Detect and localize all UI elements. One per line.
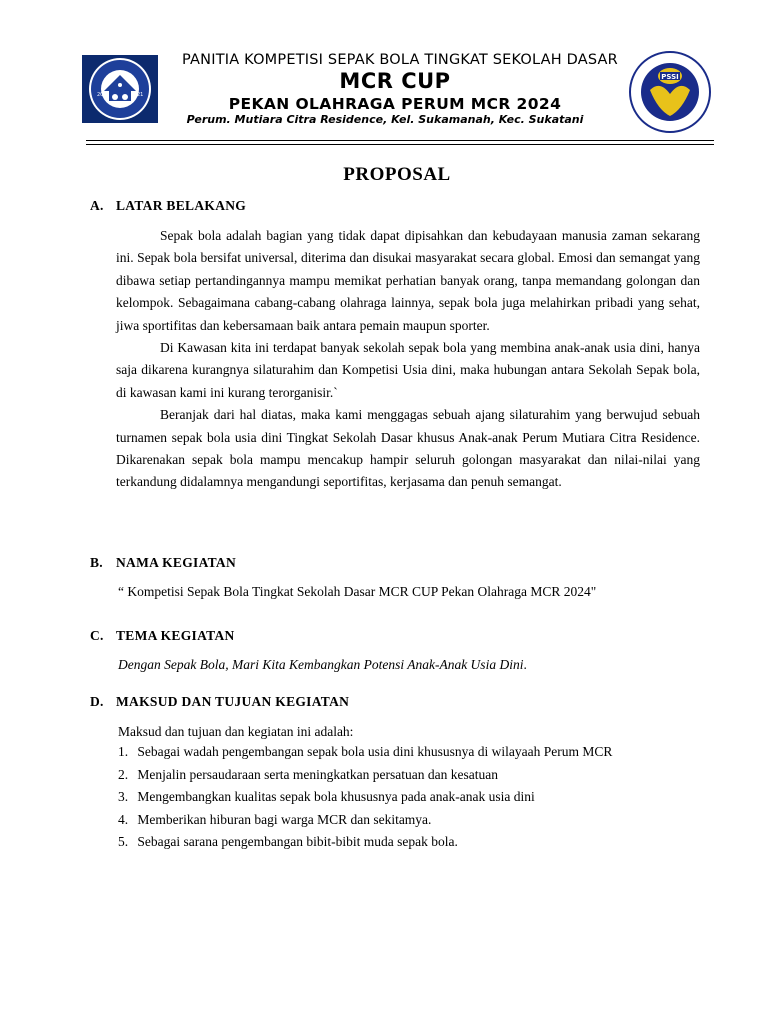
tema-kegiatan-suffix: . — [523, 657, 527, 672]
list-number: 1. — [118, 744, 129, 759]
tema-kegiatan-line — [118, 657, 527, 673]
list-text: Sebagai wadah pengembangan sepak bola usia dini khususnya di wilayaah Perum MCR — [137, 744, 613, 759]
paragraph: Sepak bola adalah bagian yang tidak dapat dipisahkan dan kebudayaan manusia zaman sekarang ini. Sepak bola bersifat universal, diterima dan disukai masyarakat secara global. Emosi dan semangat yang dibawa setiap pertandingannya mampu memikat perhatian banyak orang, tanpa memandang golongan dan kelompok. Sebagaimana cabang-cabang olahraga lainnya, sepak bola juga melahirkan pribadi yang sehat, jiwa sportifitas dan kebersamaan baik antara pemain maupun sporter. — [116, 228, 700, 333]
tema-kegiatan-text: Dengan Sepak Bola, Mari Kita Kembangkan Potensi Anak-Anak Usia Dini — [118, 657, 524, 672]
event-address: Perum. Mutiara Citra Residence, Kel. Sukamanah, Kec. Sukatani — [186, 113, 584, 126]
section-heading-latar-belakang — [90, 198, 246, 214]
section-title: MAKSUD DAN TUJUAN KEGIATAN — [116, 694, 350, 709]
list-number: 4. — [118, 811, 129, 827]
maksud-intro: Maksud dan tujuan dan kegiatan ini adalah: — [118, 724, 354, 739]
header-divider-bottom — [86, 144, 714, 145]
section-letter: D. — [90, 694, 104, 709]
list-number: 2. — [118, 766, 129, 782]
list-text: Menjalin persaudaraan serta meningkatkan persatuan dan kesatuan — [137, 766, 498, 782]
nama-kegiatan-text: “ Kompetisi Sepak Bola Tingkat Sekolah Dasar MCR CUP Pekan Olahraga MCR 2024" — [118, 584, 597, 599]
section-heading-tema-kegiatan — [90, 628, 235, 644]
paragraph: Beranjak dari hal diatas, maka kami menggagas sebuah ajang silaturahim yang berwujud sebuah turnamen sepak bola usia dini Tingkat Sekolah Dasar khusus Anak-anak Perum Mutiara Citra Residence. Dikarenakan sepak bola mampu mencakup hampir seluruh golongan masyarakat dan nilai-nilai yang terkandung didalamnya mengandungi seportifitas, kerjasama dan penuh semangat. — [116, 407, 700, 490]
logo-year-right: 21 — [137, 92, 144, 98]
list-item — [118, 812, 612, 835]
event-subtitle: PEKAN OLAHRAGA PERUM MCR 2024 — [228, 95, 562, 113]
logo-year-left: 20 — [97, 92, 104, 98]
list-item — [118, 767, 612, 790]
paragraph: Di Kawasan kita ini terdapat banyak sekolah sepak bola yang membina anak-anak usia dini, hanya saja dikarena kurangnya silaturahim dan Kompetisi Usia dini, maka hubungan antara Sekolah Sepak bola, di kawasan kami ini kurang terorganisir.` — [116, 340, 700, 400]
section-letter: C. — [90, 628, 104, 643]
section-title: LATAR BELAKANG — [116, 198, 247, 213]
list-number: 3. — [118, 789, 129, 805]
section-letter: B. — [90, 555, 103, 570]
section-title: TEMA KEGIATAN — [116, 628, 235, 643]
section-heading-nama-kegiatan — [90, 555, 236, 571]
section-letter: A. — [90, 198, 104, 213]
latar-belakang-body — [116, 225, 700, 494]
maksud-list — [118, 744, 612, 857]
pssi-badge-text: PSSI — [661, 73, 679, 81]
list-number: 5. — [118, 834, 129, 850]
section-heading-maksud-tujuan — [90, 694, 349, 710]
list-text: Memberikan hiburan bagi warga MCR dan sekitamya. — [137, 811, 432, 827]
event-name: MCR CUP — [339, 69, 451, 93]
committee-name: PANITIA KOMPETISI SEPAK BOLA TINGKAT SEKOLAH DASAR — [182, 52, 618, 68]
document-title: PROPOSAL — [343, 164, 451, 185]
list-text: Mengembangkan kualitas sepak bola khususnya pada anak-anak usia dini — [137, 789, 535, 805]
header-divider-top — [86, 140, 714, 141]
list-text: Sebagai sarana pengembangan bibit-bibit muda sepak bola. — [137, 834, 458, 850]
list-item — [118, 834, 612, 857]
section-title: NAMA KEGIATAN — [116, 555, 237, 570]
list-item — [118, 789, 612, 812]
list-item — [118, 744, 612, 767]
